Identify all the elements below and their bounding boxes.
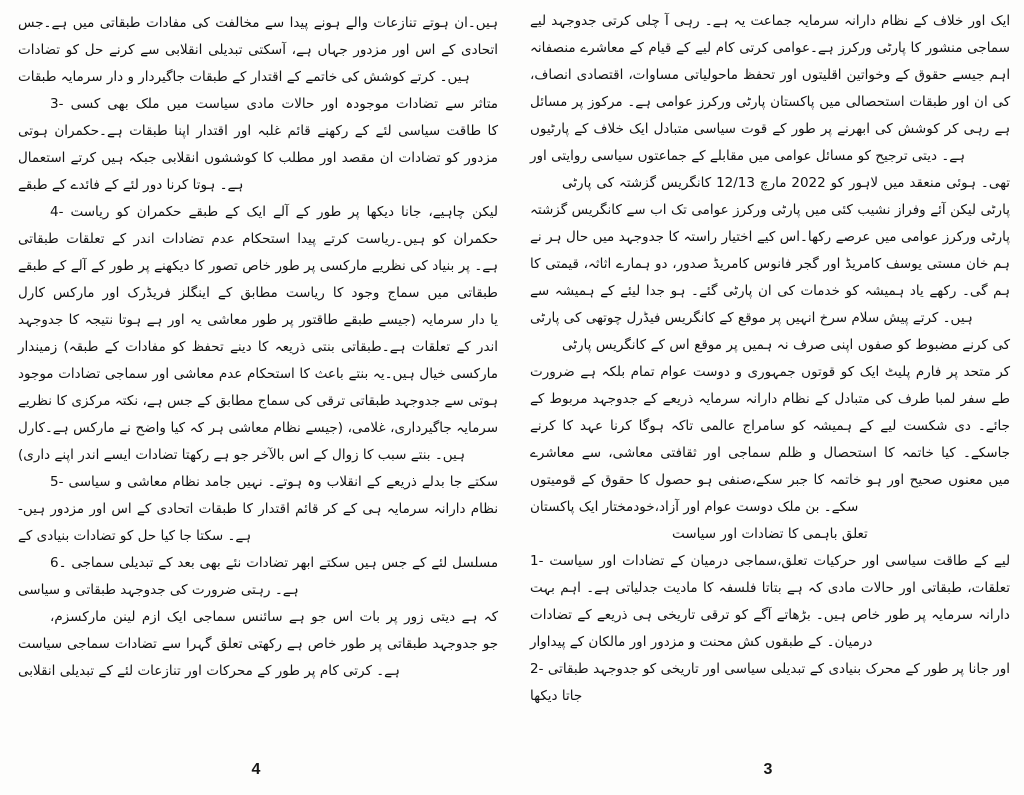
page-number: 3 [763,761,773,778]
paragraph: 4- ریاست کو حکمران طبقے کے ایک آلے کے طور پر دیکھا جانا چاہیے، لیکن طبقاتی تعلقات کے اندر تضادات عدم استحکام پیدا کرتے ہیں۔ریاست کو حکمران طبقے کے آلے کے طور پر دیکھنے کا تصور خاص طور پر مارکسی نظریے کی بنیاد پر ہے۔کارل مارکس اور فریڈرک اینگلز کے مطابق ریاست کا وجود سماج میں طبقاتی جدوجہد کا نتیجہ ہوتا ہے اور یہ معاشی طور پر طاقتور طبقے (جیسے سرمایہ دار یا زمیندار طبقہ) کے مفادات کو تحفظ دینے کا ذریعہ بنتی ہے۔طبقاتی تعلقات کے اندر موجود تضادات سماجی اور معاشی عدم استحکام کا باعث بنتے ہیں۔یہ خیال مارکسی نظریے کا مرکزی نکتہ ہے، جس کے مطابق سماج کی ترقی طبقاتی جدوجہد سے ہوتی ہے۔کارل مارکس نے واضح کیا کہ ہر معاشی نظام (جیسے غلامی، جاگیرداری، سرمایہ داری) اپنے اندر ایسے تضادات رکھتا ہے جو بالآخر اس کے زوال کا سبب بنتے ہیں۔ [18,204,499,463]
paragraph: 2- طبقاتی جدوجہد کو تاریخی اور سیاسی تبدیلی کے بنیادی محرک کے طور پر جانا اور دیکھا جاتا [530,661,1011,704]
paragraph: ہے۔جس میں طبقاتی مفادات کی مخالفت سے پیدا ہونے والے تنازعات ہوتے ہیں۔ان تضادات کو حل کرنے سے انقلابی تبدیلی آسکتی ہے، جہاں مزدور اور اس کے اتحادی طبقات سرمایہ دار و جاگیردار طبقات کے اقتدار کے خاتمے کی کوشش کرتے ہیں۔ [18,15,499,85]
paragraph: 3- کسی بھی ملک میں سیاست مادی حالات اور موجودہ تضادات سے متاثر ہوتی ہے۔حکمران طبقات اپنا اقتدار اور غلبہ قائم رکھنے کے لئے سیاسی طاقت کا استعمال کرتے ہیں جبکہ انقلابی کوششوں کا مطلب اور مقصد ان تضادات کو مزدور طبقے کے فائدے کے لئے دور کرنا ہوتا ہے۔ [18,96,499,193]
paragraph: پارٹی کانگریس کے اس موقع پر ہمیں نہ صرف اپنی صفوں کو مضبوط کرنے کی ضرورت ہے بلکہ تمام عوام دوست و جمہوری قوتوں کو ایک پلیٹ فارم پر متحد کر کے مربوط جدوجہد کے ذریعے سرمایہ دارانہ نظام کے متبادل کی طرف لمبا سفر طے کرنے کا عہد کرنا ہوگا تاکہ عالمی سامراج کو ہمیشہ کے لیے شکست دی جائے۔ معاشرے سے معاشی، ثقافتی اور سماجی ظلم و استحصال کا خاتمہ کیا جاسکے۔قومیتوں کے حقوق کا حصول ہو سکے،صنفی جبر کا خاتمہ ہو اور صحیح معنوں میں پاکستان ایک آزاد،خودمختار اور عوام دوست ملک بن سکے۔ [530,337,1011,515]
page-number: 4 [251,761,261,778]
left-page-text [18,10,498,685]
paragraph: لیے جدوجہد کرتی چلی آ رہی ہے۔ یہ جماعت سرمایہ دارانہ نظام کے خلاف اور ایک منصفانہ معاشرے کے قیام کے لیے کام کرتی ہے۔عوامی ورکرز پارٹی کا منشور سماجی انصاف، اقتصادی مساوات، ماحولیاتی تحفظ اور اقلیتوں وخواتین کے حقوق جیسے اہم مسائل پر مرکوز ہے۔ عوامی ورکرز پارٹی پاکستان میں استحصالی طبقات اور ان کی پارٹیوں کے خلاف ایک متبادل سیاسی قوت کے طور پر ابھرنے کی کوشش کر رہی ہے اور روایتی سیاسی جماعتوں کے مقابلے میں عوامی مسائل کو ترجیح دیتی ہے۔ [530,13,1011,164]
right-page-text [530,8,1010,710]
paragraph: پارٹی کی گزشتہ کانگریس 12/13 مارچ 2022 کو لاہور میں منعقد ہوئی تھی۔گزشتہ کانگریس سے اب تک عوامی ورکرز پارٹی میں کئی نشیب وفراز آئے لیکن پارٹی نے ہر حال میں جدوجہد کا راستہ اختیار کیے رکھا۔اس عرصے میں عوامی ورکرز پارٹی کا قیمتی اثاثہ، ہمارے دو صدور، کامریڈ فانوس گجر اور کامریڈ یوسف مستی خان ہم سے ہمیشہ کے لیئے جدا ہو گئے۔ پارٹی ان کی خدمات کو ہمیشہ یاد رکھے گی۔ ہم پارٹی کی چوتھی فیڈرل کانگریس کے موقع پر انہیں سرخ سلام پیش کرتے ہیں۔ [530,175,1011,326]
paragraph: 5- سیاسی و معاشی نظام جامد نہیں ہوتے۔ وہ انقلاب کے ذریعے بدلے جا سکتے ہیں- مزدور اور اس کے اتحادی طبقات کا اقتدار قائم کر کے ہی سرمایہ دارانہ نظام کے بنیادی تضادات کو حل کیا جا سکتا ہے۔ [18,474,499,544]
section-heading: سیاست اور تضادات کا باہمی تعلق [672,526,868,542]
paragraph: مارکسزم، لینن ازم ایک سماجی سائنس ہے جو اس بات پر زور دیتی ہے کہ سیاست سماجی تضادات سے گہرا تعلق رکھتی ہے خاص طور پر طبقاتی جدوجہد جو انقلابی تبدیلی کے لئے تنازعات اور محرکات کے طور پر کام کرتی ہے۔ [18,609,499,679]
paragraph: 1- سیاست اور تضادات کے درمیان تعلق،سماجی حرکیات اور سیاسی طاقت کے لیے بہت اہم ہے۔ جدلیاتی مادیت کا فلسفہ بتاتا ہے کہ مادی حالات اور طبقاتی تعلقات، تضادات کے ذریعے ہی تاریخی ترقی کو آگے بڑھاتے ہیں۔ خاص طور پر سرمایہ دارانہ پیداوار کے مالکان اور مزدور و محنت کش طبقوں کے درمیان۔ [530,553,1011,650]
paragraph: 6۔ سماجی تبدیلی کے بعد بھی نئے تضادات ابھر سکتے ہیں جس کے لئے مسلسل سیاسی و طبقاتی جدوجہد کی ضرورت رہتی ہے۔ [18,555,499,598]
right-page [512,0,1024,795]
